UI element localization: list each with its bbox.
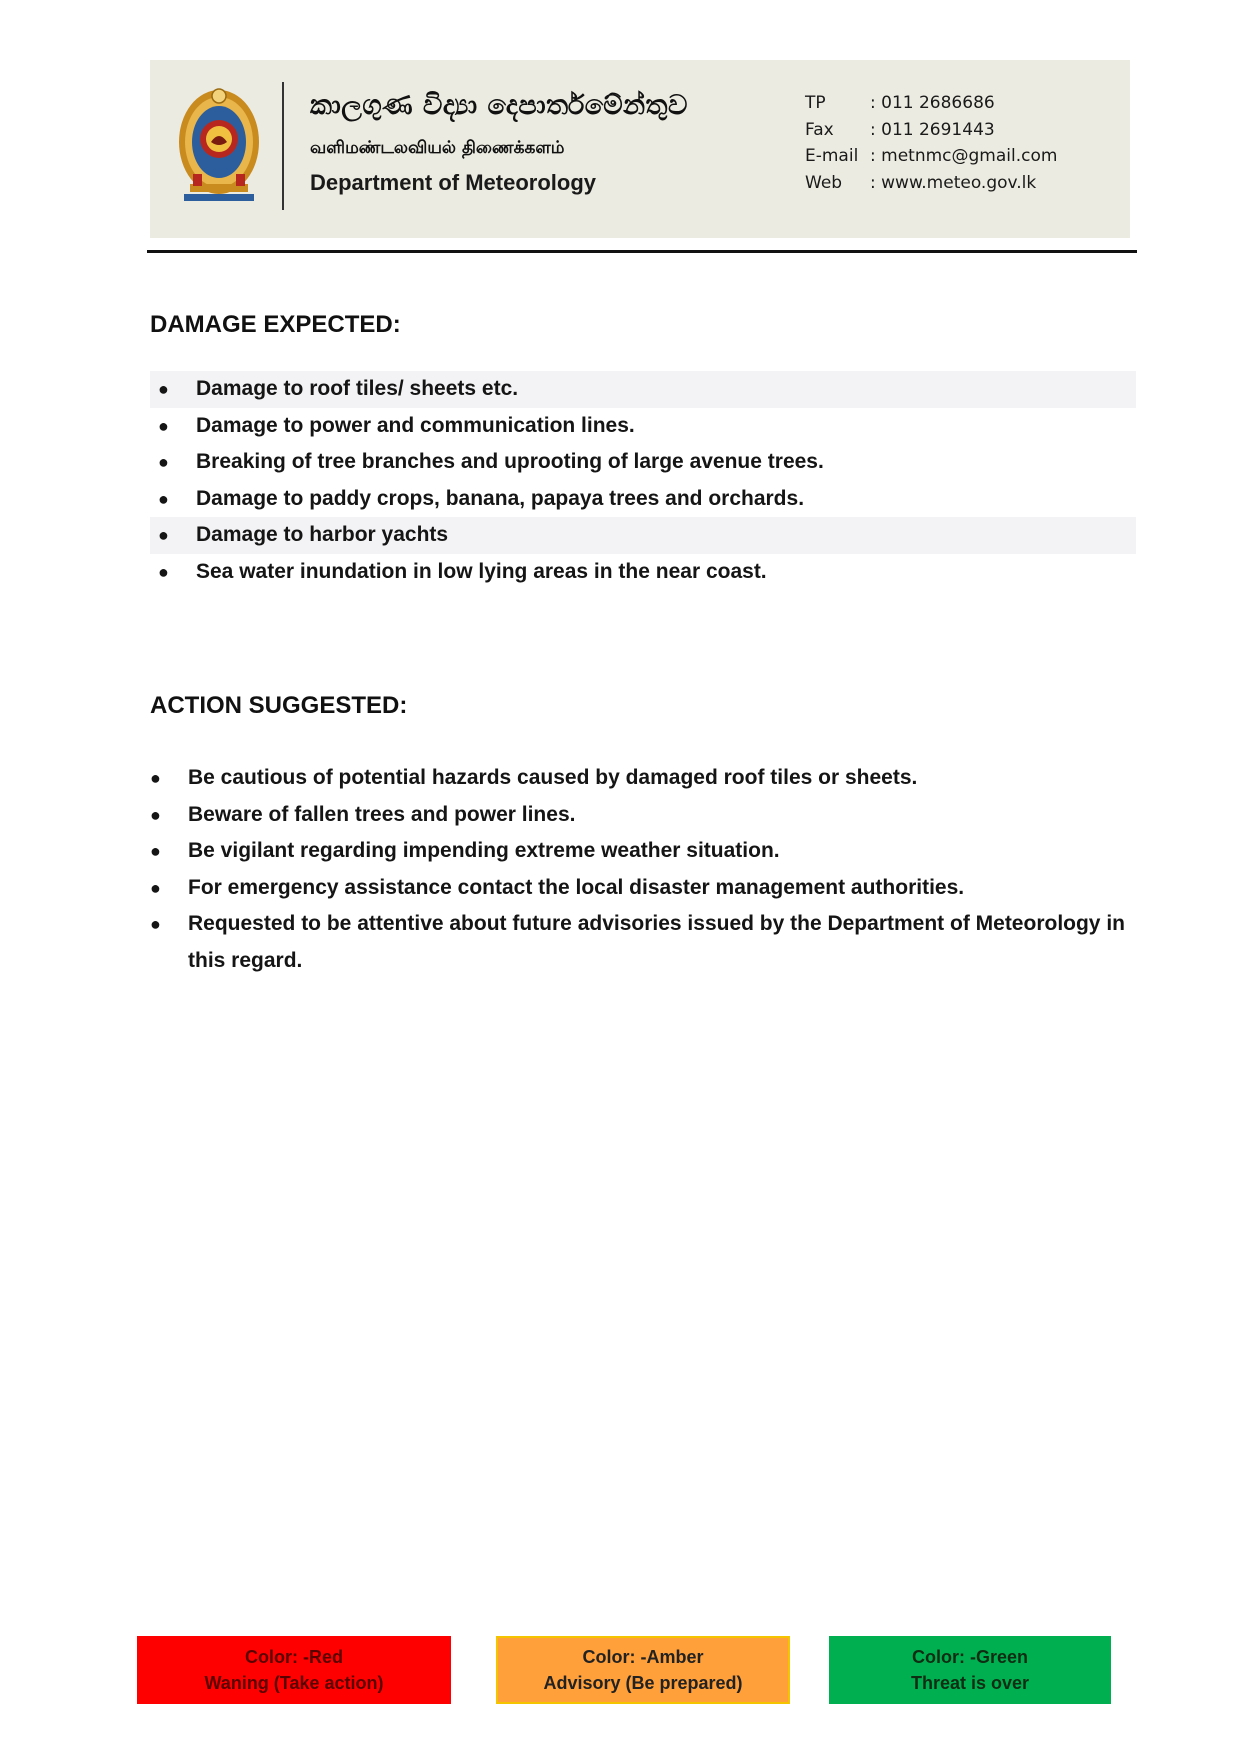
action-suggested-heading: ACTION SUGGESTED: (150, 692, 408, 719)
legend-red-meaning: Waning (Take action) (204, 1673, 384, 1693)
bullet-icon: ● (158, 561, 169, 582)
bullet-icon: ● (150, 914, 161, 934)
list-item: ● Damage to harbor yachts (150, 517, 1136, 554)
legend-amber-color: Color: -Amber (582, 1647, 704, 1667)
list-item: ● Breaking of tree branches and uprooting of large avenue trees. (150, 444, 1136, 481)
bullet-icon: ● (158, 415, 169, 436)
bullet-icon: ● (158, 488, 169, 509)
contact-value[interactable]: : www.meteo.gov.lk (870, 172, 1037, 193)
list-item: ● Damage to paddy crops, banana, papaya trees and orchards. (150, 481, 1136, 518)
bullet-icon: ● (150, 877, 161, 898)
contact-row-fax (805, 117, 1057, 144)
bullet-icon: ● (150, 841, 161, 861)
list-item: ● Beware of fallen trees and power lines. (150, 797, 1136, 834)
damage-list (150, 371, 1136, 590)
legend-amber-meaning: Advisory (Be prepared) (543, 1673, 743, 1693)
action-list (150, 760, 1136, 979)
letterhead (150, 60, 1130, 238)
contact-label: TP (805, 93, 826, 114)
legend-green-meaning: Threat is over (910, 1673, 1030, 1693)
contact-label: Web (805, 172, 843, 193)
legend-amber (496, 1636, 790, 1704)
list-item: ● Damage to power and communication lines. (150, 408, 1136, 445)
contact-block (805, 90, 1057, 196)
list-item: ● Requested to be attentive about future advisories issued by the Department of Meteorology in this regard. (150, 906, 1136, 979)
sri-lanka-emblem-icon (176, 84, 262, 206)
department-name-sinhala: කාලගුණ විද්‍යා දෙපාර්තමේන්තුව (310, 90, 688, 121)
list-item: ● Be vigilant regarding impending extreme weather situation. (150, 833, 1136, 870)
contact-label: E-mail (805, 146, 859, 167)
list-item: ● For emergency assistance contact the local disaster management authorities. (150, 870, 1136, 907)
contact-row-tp (805, 90, 1057, 117)
bullet-icon: ● (158, 452, 169, 472)
contact-value: : 011 2686686 (870, 93, 995, 114)
contact-label: Fax (805, 119, 834, 140)
bullet-icon: ● (158, 525, 169, 545)
header-rule (147, 250, 1137, 253)
contact-value[interactable]: : metnmc@gmail.com (870, 146, 1058, 167)
list-item: ● Damage to roof tiles/ sheets etc. (150, 371, 1136, 408)
contact-row-email (805, 143, 1057, 170)
department-name-tamil: வளிமண்டலவியல் திணைக்களம் (310, 138, 565, 158)
contact-row-web (805, 170, 1057, 197)
legend-green-color: Color: -Green (911, 1647, 1028, 1667)
list-item: ● Sea water inundation in low lying areas in the near coast. (150, 554, 1136, 591)
damage-expected-heading: DAMAGE EXPECTED: (150, 311, 401, 338)
legend-red-color: Color: -Red (245, 1647, 343, 1667)
department-name-english: Department of Meteorology (310, 170, 597, 195)
legend-red (137, 1636, 451, 1704)
list-item: ● Be cautious of potential hazards caused by damaged roof tiles or sheets. (150, 760, 1136, 797)
bullet-icon: ● (150, 768, 161, 788)
bullet-icon: ● (150, 804, 161, 825)
header-divider (282, 82, 284, 210)
legend-green (829, 1636, 1111, 1704)
bullet-icon: ● (158, 379, 169, 399)
contact-value: : 011 2691443 (870, 119, 995, 140)
